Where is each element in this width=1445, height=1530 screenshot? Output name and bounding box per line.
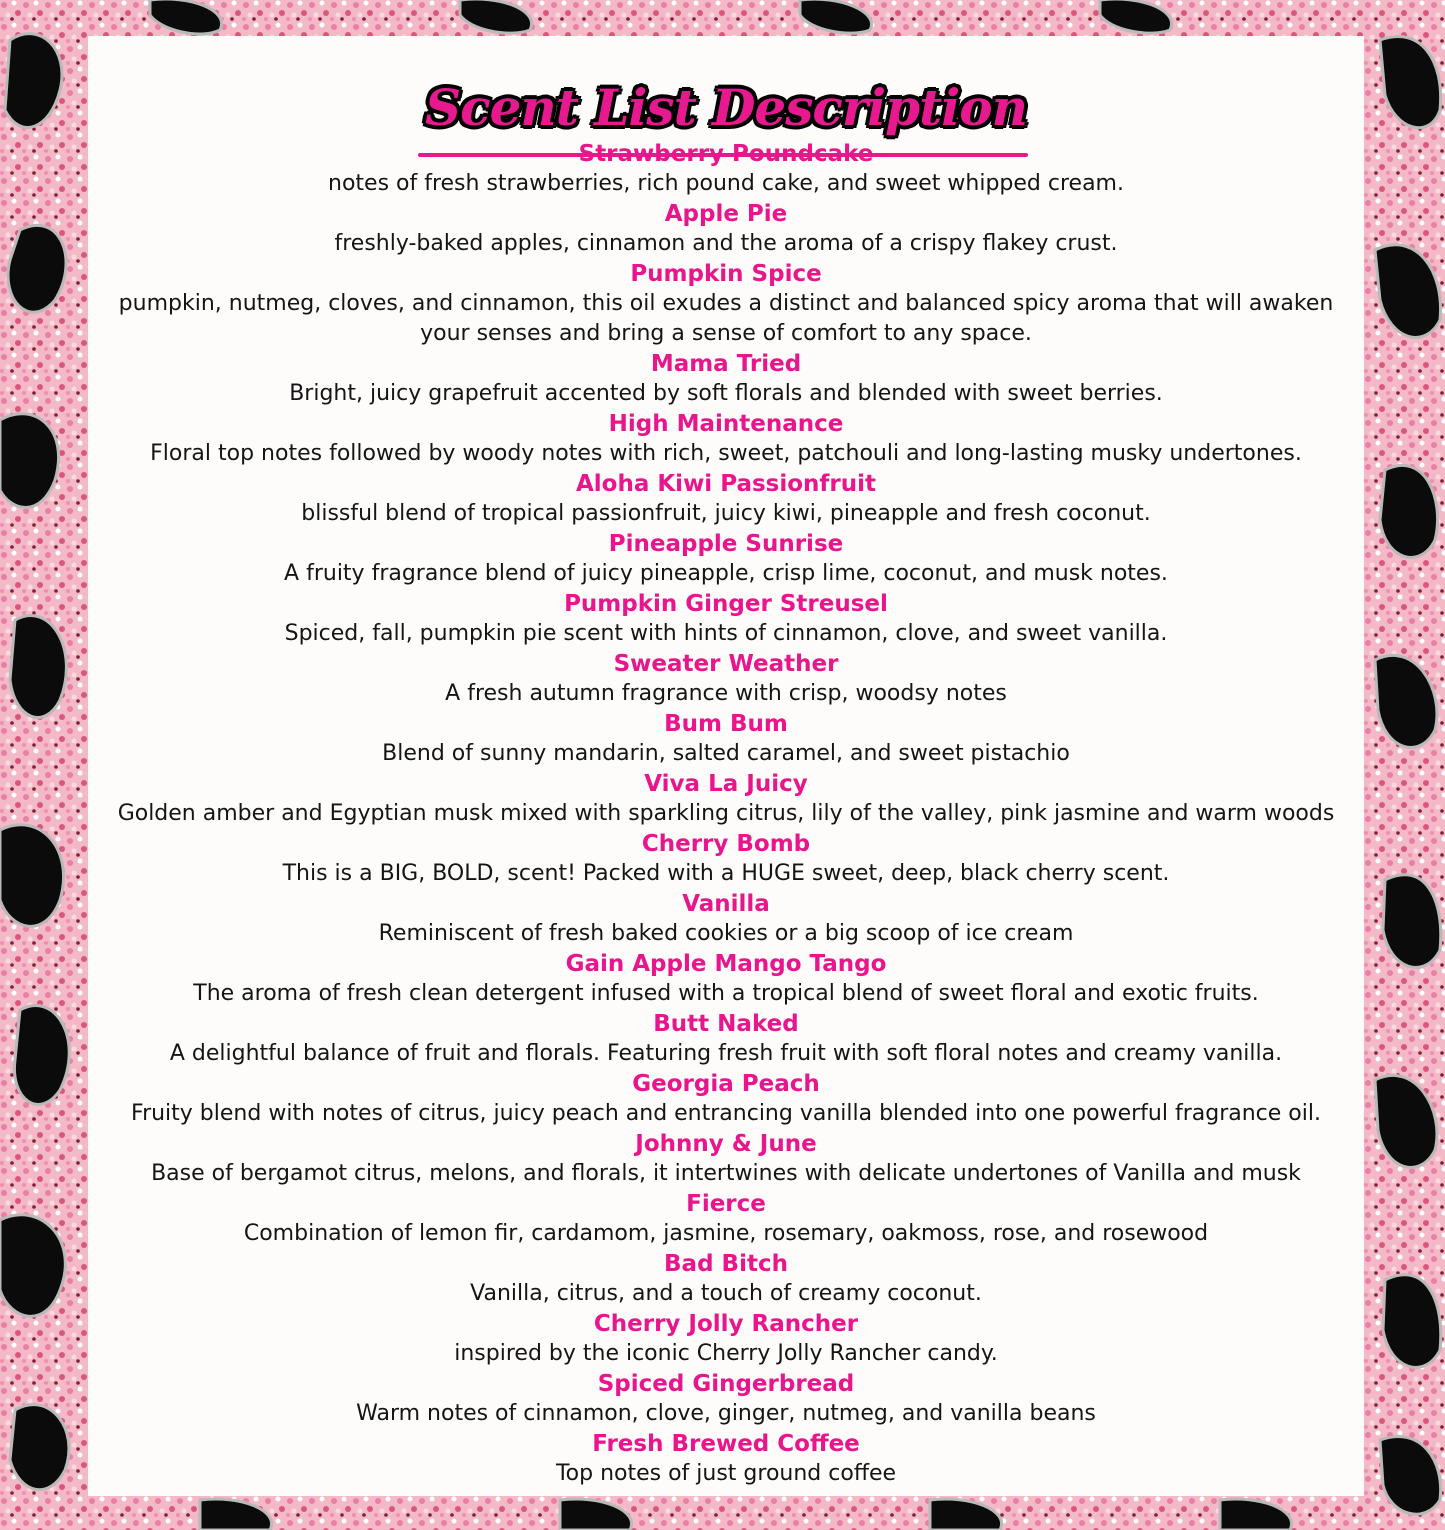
scent-description: freshly-baked apples, cinnamon and the aroma of a crispy flakey crust. xyxy=(334,231,1118,256)
scent-name: Strawberry Poundcake xyxy=(578,141,874,167)
list-item xyxy=(88,1129,1364,1189)
scent-description: Floral top notes followed by woody notes with rich, sweet, patchouli and long-lasting musky undertones. xyxy=(150,441,1302,466)
content-panel xyxy=(88,36,1364,1496)
scent-name: Bad Bitch xyxy=(664,1251,788,1277)
scent-description: Base of bergamot citrus, melons, and florals, it intertwines with delicate undertones of Vanilla and musk xyxy=(151,1161,1301,1186)
list-item xyxy=(88,139,1364,199)
page-title: Scent List Description xyxy=(425,78,1027,137)
scent-name: Viva La Juicy xyxy=(644,771,808,797)
scent-description: The aroma of fresh clean detergent infused with a tropical blend of sweet floral and exotic fruits. xyxy=(193,981,1259,1006)
scent-description: inspired by the iconic Cherry Jolly Rancher candy. xyxy=(454,1341,998,1366)
list-item xyxy=(88,829,1364,889)
scent-description: blissful blend of tropical passionfruit, juicy kiwi, pineapple and fresh coconut. xyxy=(301,501,1151,526)
scent-description: Golden amber and Egyptian musk mixed with sparkling citrus, lily of the valley, pink jasmine and warm woods xyxy=(117,801,1335,826)
scent-description: Vanilla, citrus, and a touch of creamy coconut. xyxy=(470,1281,982,1306)
scent-name: Cherry Jolly Rancher xyxy=(593,1311,859,1337)
scent-description: A fresh autumn fragrance with crisp, woodsy notes xyxy=(445,681,1007,706)
scent-description: A delightful balance of fruit and florals. Featuring fresh fruit with soft floral notes and creamy vanilla. xyxy=(169,1041,1283,1066)
list-item xyxy=(88,469,1364,529)
list-item xyxy=(88,889,1364,949)
scent-description: Top notes of just ground coffee xyxy=(555,1461,897,1486)
scent-name: Johnny & June xyxy=(635,1131,817,1157)
scent-name: Pineapple Sunrise xyxy=(608,531,844,557)
list-item xyxy=(88,1189,1364,1249)
scent-name: Mama Tried xyxy=(650,351,802,377)
scent-name: Sweater Weather xyxy=(613,651,839,677)
scent-name: Pumpkin Spice xyxy=(630,261,822,287)
scent-description: This is a BIG, BOLD, scent! Packed with a HUGE sweet, deep, black cherry scent. xyxy=(282,861,1170,886)
scent-description: Spiced, fall, pumpkin pie scent with hints of cinnamon, clove, and sweet vanilla. xyxy=(284,621,1168,646)
scent-list xyxy=(88,139,1364,1489)
list-item xyxy=(88,259,1364,349)
list-item xyxy=(88,589,1364,649)
scent-name: Butt Naked xyxy=(653,1011,799,1037)
scent-description: Bright, juicy grapefruit accented by soft florals and blended with sweet berries. xyxy=(289,381,1163,406)
scent-description: notes of fresh strawberries, rich pound cake, and sweet whipped cream. xyxy=(328,171,1124,196)
scent-description: Fruity blend with notes of citrus, juicy peach and entrancing vanilla blended into one powerful fragrance oil. xyxy=(131,1101,1321,1126)
list-item xyxy=(88,1249,1364,1309)
title-container xyxy=(88,78,1364,138)
scent-name: Fierce xyxy=(686,1191,766,1217)
scent-name: Spiced Gingerbread xyxy=(597,1371,855,1397)
scent-name: High Maintenance xyxy=(608,411,844,437)
list-item xyxy=(88,769,1364,829)
list-item xyxy=(88,1369,1364,1429)
list-item xyxy=(88,529,1364,589)
scent-description: A fruity fragrance blend of juicy pineapple, crisp lime, coconut, and musk notes. xyxy=(284,561,1168,586)
scent-name: Apple Pie xyxy=(664,201,788,227)
list-item xyxy=(88,199,1364,259)
scent-description: Blend of sunny mandarin, salted caramel, and sweet pistachio xyxy=(382,741,1070,766)
list-item xyxy=(88,1309,1364,1369)
scent-description: Combination of lemon fir, cardamom, jasmine, rosemary, oakmoss, rose, and rosewood xyxy=(243,1221,1209,1246)
list-item xyxy=(88,649,1364,709)
scent-name: Georgia Peach xyxy=(632,1071,820,1097)
list-item xyxy=(88,349,1364,409)
scent-name: Fresh Brewed Coffee xyxy=(592,1431,860,1457)
scent-description: Reminiscent of fresh baked cookies or a big scoop of ice cream xyxy=(378,921,1074,946)
scent-name: Bum Bum xyxy=(664,711,788,737)
list-item xyxy=(88,1069,1364,1129)
list-item xyxy=(88,409,1364,469)
scent-description: pumpkin, nutmeg, cloves, and cinnamon, this oil exudes a distinct and balanced spicy aroma that will awaken your senses and bring a sense of comfort to any space. xyxy=(118,291,1334,346)
scent-name: Cherry Bomb xyxy=(641,831,811,857)
list-item xyxy=(88,1429,1364,1489)
list-item xyxy=(88,709,1364,769)
list-item xyxy=(88,949,1364,1009)
scent-name: Aloha Kiwi Passionfruit xyxy=(575,471,877,497)
scent-description: Warm notes of cinnamon, clove, ginger, nutmeg, and vanilla beans xyxy=(356,1401,1096,1426)
scent-name: Vanilla xyxy=(682,891,770,917)
scent-name: Gain Apple Mango Tango xyxy=(565,951,887,977)
list-item xyxy=(88,1009,1364,1069)
scent-name: Pumpkin Ginger Streusel xyxy=(564,591,888,617)
